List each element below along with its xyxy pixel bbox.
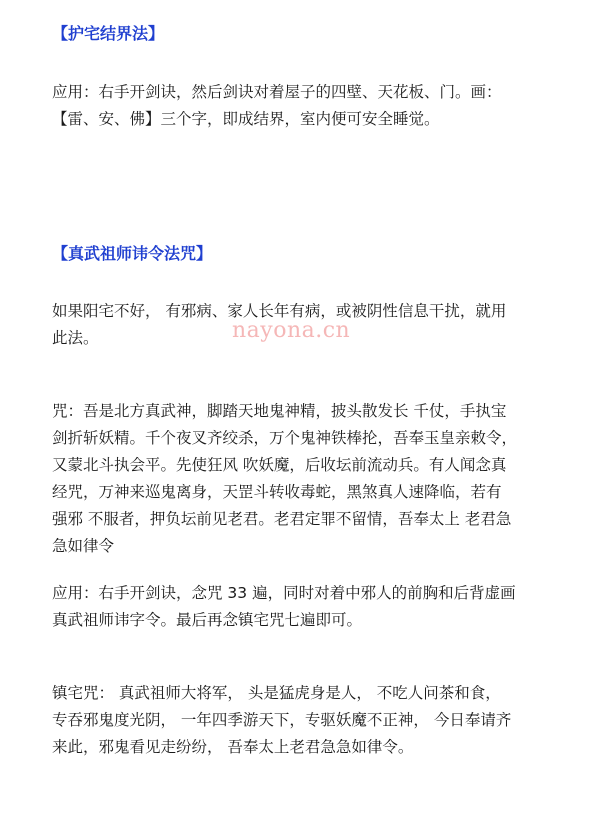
text-line: 来此，邪鬼看见走纷纷， 吾奉太上老君急急如律令。: [52, 738, 414, 756]
text-line: 强邪 不服者，押负坛前见老君。老君定罪不留情，吾奉太上 老君急: [52, 510, 512, 528]
text-line: 【雷、安、佛】三个字，即成结界，室内便可安全睡觉。: [52, 110, 440, 128]
paragraph-town-house-mantra: [52, 680, 552, 761]
text-line: 应用：右手开剑诀，然后剑诀对着屋子的四壁、天花板、门。画：: [52, 83, 502, 101]
text-line: 真武祖师讳字令。最后再念镇宅咒七遍即可。: [52, 611, 363, 629]
text-line: 又蒙北斗执会平。先使狂风 吹妖魔，后收坛前流动兵。有人闻念真: [52, 456, 507, 474]
text-line: 专吞邪鬼度光阴， 一年四季游天下，专驱妖魔不正神， 今日奉请齐: [52, 711, 512, 729]
text-line: 镇宅咒： 真武祖师大将军， 头是猛虎身是人， 不吃人问茶和食，: [52, 684, 501, 702]
watermark: nayona.cn: [232, 318, 351, 343]
text-line: 应用：右手开剑诀，念咒 33 遍，同时对着中邪人的前胸和后背虚画: [52, 584, 516, 602]
section-heading-zhenwu: 【真武祖师讳令法咒】: [52, 244, 213, 263]
text-line: 剑折斩妖精。千个夜叉齐绞杀，万个鬼神铁棒抡，吾奉玉皇亲敕令，: [52, 429, 518, 447]
text-line: 如果阳宅不好， 有邪病、家人长年有病，或被阴性信息干扰，就用: [52, 302, 507, 320]
text-line: 经咒，万神来巡鬼离身，天罡斗转收毒蛇，黑煞真人速降临，若有: [52, 483, 502, 501]
paragraph-zhenwu-mantra: [52, 398, 552, 560]
text-line: 咒：吾是北方真武神，脚踏天地鬼神精，披头散发长 千仗，手执宝: [52, 402, 507, 420]
paragraph-protection-usage: [52, 79, 552, 133]
section-heading-protection: 【护宅结界法】: [52, 24, 165, 43]
paragraph-zhenwu-usage: [52, 580, 552, 634]
text-line: 此法。: [52, 329, 99, 347]
text-line: 急如律令: [52, 537, 115, 555]
